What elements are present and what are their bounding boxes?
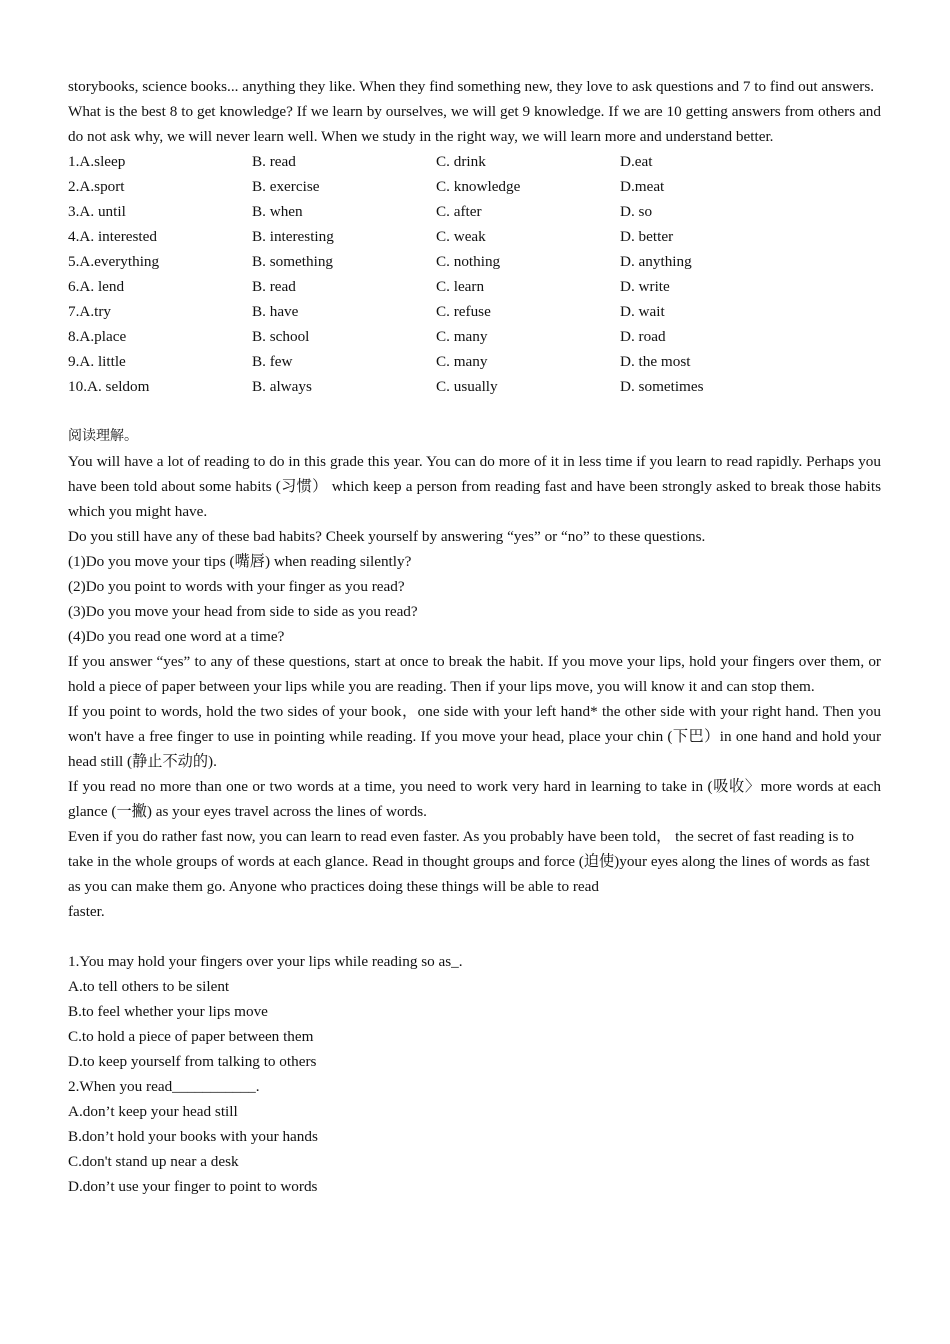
reading-question-line: (2)Do you point to words with your finger as you read? — [68, 578, 405, 595]
option-a: 2.A.sport — [68, 178, 125, 195]
option-b: B. few — [252, 353, 293, 370]
option-d: D. write — [620, 278, 670, 295]
worksheet-page — [68, 74, 881, 1199]
option-row — [68, 349, 881, 374]
answer-choice: D.don’t use your finger to point to words — [68, 1178, 318, 1195]
option-d: D. sometimes — [620, 378, 704, 395]
spacer — [68, 399, 881, 424]
option-c: C. knowledge — [436, 178, 521, 195]
option-b: B. interesting — [252, 228, 334, 245]
answer-choice: A.to tell others to be silent — [68, 978, 230, 995]
option-a: 5.A.everything — [68, 253, 160, 270]
option-a: 10.A. seldom — [68, 378, 150, 395]
cloze-options-table — [68, 149, 881, 399]
option-row — [68, 274, 881, 299]
option-row — [68, 224, 881, 249]
section-heading: 阅读理解。 — [68, 428, 138, 444]
answer-choice: C.don't stand up near a desk — [68, 1153, 239, 1170]
option-b: B. school — [252, 328, 310, 345]
option-c: C. usually — [436, 378, 498, 395]
option-d: D. better — [620, 228, 674, 245]
spacer — [68, 924, 881, 949]
option-a: 8.A.place — [68, 328, 127, 345]
answer-choice: A.don’t keep your head still — [68, 1103, 238, 1120]
option-b: B. read — [252, 153, 296, 170]
answer-choice: B.to feel whether your lips move — [68, 1003, 268, 1020]
option-row — [68, 149, 881, 174]
option-a: 1.A.sleep — [68, 153, 126, 170]
answer-choice: C.to hold a piece of paper between them — [68, 1028, 314, 1045]
option-a: 6.A. lend — [68, 278, 125, 295]
cloze-passage-paragraph: storybooks, science books... anything they like. When they find something new, they love to ask questions and 7 to find out answers. — [68, 78, 875, 95]
option-row — [68, 174, 881, 199]
option-c: C. after — [436, 203, 482, 220]
option-d: D. anything — [620, 253, 692, 270]
answer-choice: D.to keep yourself from talking to others — [68, 1053, 317, 1070]
answer-choice: B.don’t hold your books with your hands — [68, 1128, 318, 1145]
question-block — [68, 949, 881, 1074]
reading-question-line: (1)Do you move your tips (嘴唇) when reading silently? — [68, 553, 412, 570]
reading-question-line: (3)Do you move your head from side to side as you read? — [68, 603, 418, 620]
option-d: D.eat — [620, 153, 653, 170]
reading-paragraph: faster. — [68, 903, 105, 920]
option-row — [68, 299, 881, 324]
option-a: 3.A. until — [68, 203, 126, 220]
option-row — [68, 374, 881, 399]
option-c: C. refuse — [436, 303, 491, 320]
option-b: B. something — [252, 253, 334, 270]
option-d: D.meat — [620, 178, 665, 195]
option-d: D. road — [620, 328, 666, 345]
option-row — [68, 199, 881, 224]
option-b: B. have — [252, 303, 299, 320]
option-c: C. weak — [436, 228, 486, 245]
option-d: D. the most — [620, 353, 691, 370]
option-c: C. drink — [436, 153, 486, 170]
option-a: 4.A. interested — [68, 228, 157, 245]
cloze-passage-paragraph: What is the best 8 to get knowledge? If we learn by ourselves, we will get 9 knowledge. If we are 10 getting answers from others and do not ask why, we will never learn well. When we study in the right way, we will learn more and understand better. — [68, 103, 881, 145]
option-b: B. exercise — [252, 178, 320, 195]
option-d: D. so — [620, 203, 653, 220]
option-c: C. many — [436, 353, 488, 370]
option-row — [68, 249, 881, 274]
reading-paragraph: Even if you do rather fast now, you can learn to read even faster. As you probably have been told， the secret of fast reading is to take in the whole groups of words at each glance. Read in thought groups and force (迫使)your eyes along the lines of words as fast as you can make them go. Anyone who practices doing these things will be able to read — [68, 828, 870, 895]
option-a: 9.A. little — [68, 353, 126, 370]
option-a: 7.A.try — [68, 303, 112, 320]
option-c: C. nothing — [436, 253, 501, 270]
reading-paragraph: If you point to words, hold the two sides of your book，one side with your left hand* the other side with your right hand. Then you won't have a free finger to use in pointing while reading. If you move your head, place your chin (下巴）in one hand and hold your head still (静止不动的). — [68, 703, 881, 770]
option-b: B. always — [252, 378, 312, 395]
question-stem: 2.When you read___________. — [68, 1078, 260, 1095]
reading-question-line: (4)Do you read one word at a time? — [68, 628, 285, 645]
reading-paragraph: You will have a lot of reading to do in this grade this year. You can do more of it in less time if you learn to read rapidly. Perhaps you have been told about some habits (习惯） which keep a person from reading fast and have been strongly asked to break those habits which you might have. — [68, 453, 881, 520]
option-c: C. many — [436, 328, 488, 345]
reading-paragraph: Do you still have any of these bad habits? Cheek yourself by answering “yes” or “no” to these questions. — [68, 528, 706, 545]
option-c: C. learn — [436, 278, 485, 295]
option-b: B. read — [252, 278, 296, 295]
question-block — [68, 1074, 881, 1199]
option-row — [68, 324, 881, 349]
reading-paragraph: If you read no more than one or two words at a time, you need to work very hard in learning to take in (吸收〉more words at each glance (一撇) as your eyes travel across the lines of words. — [68, 778, 881, 820]
reading-paragraph: If you answer “yes” to any of these questions, start at once to break the habit. If you move your lips, hold your fingers over them, or hold a piece of paper between your lips while you are reading. Then if your lips move, you will know it and can stop them. — [68, 653, 881, 695]
option-b: B. when — [252, 203, 303, 220]
question-stem: 1.You may hold your fingers over your lips while reading so as_. — [68, 953, 463, 970]
option-d: D. wait — [620, 303, 665, 320]
